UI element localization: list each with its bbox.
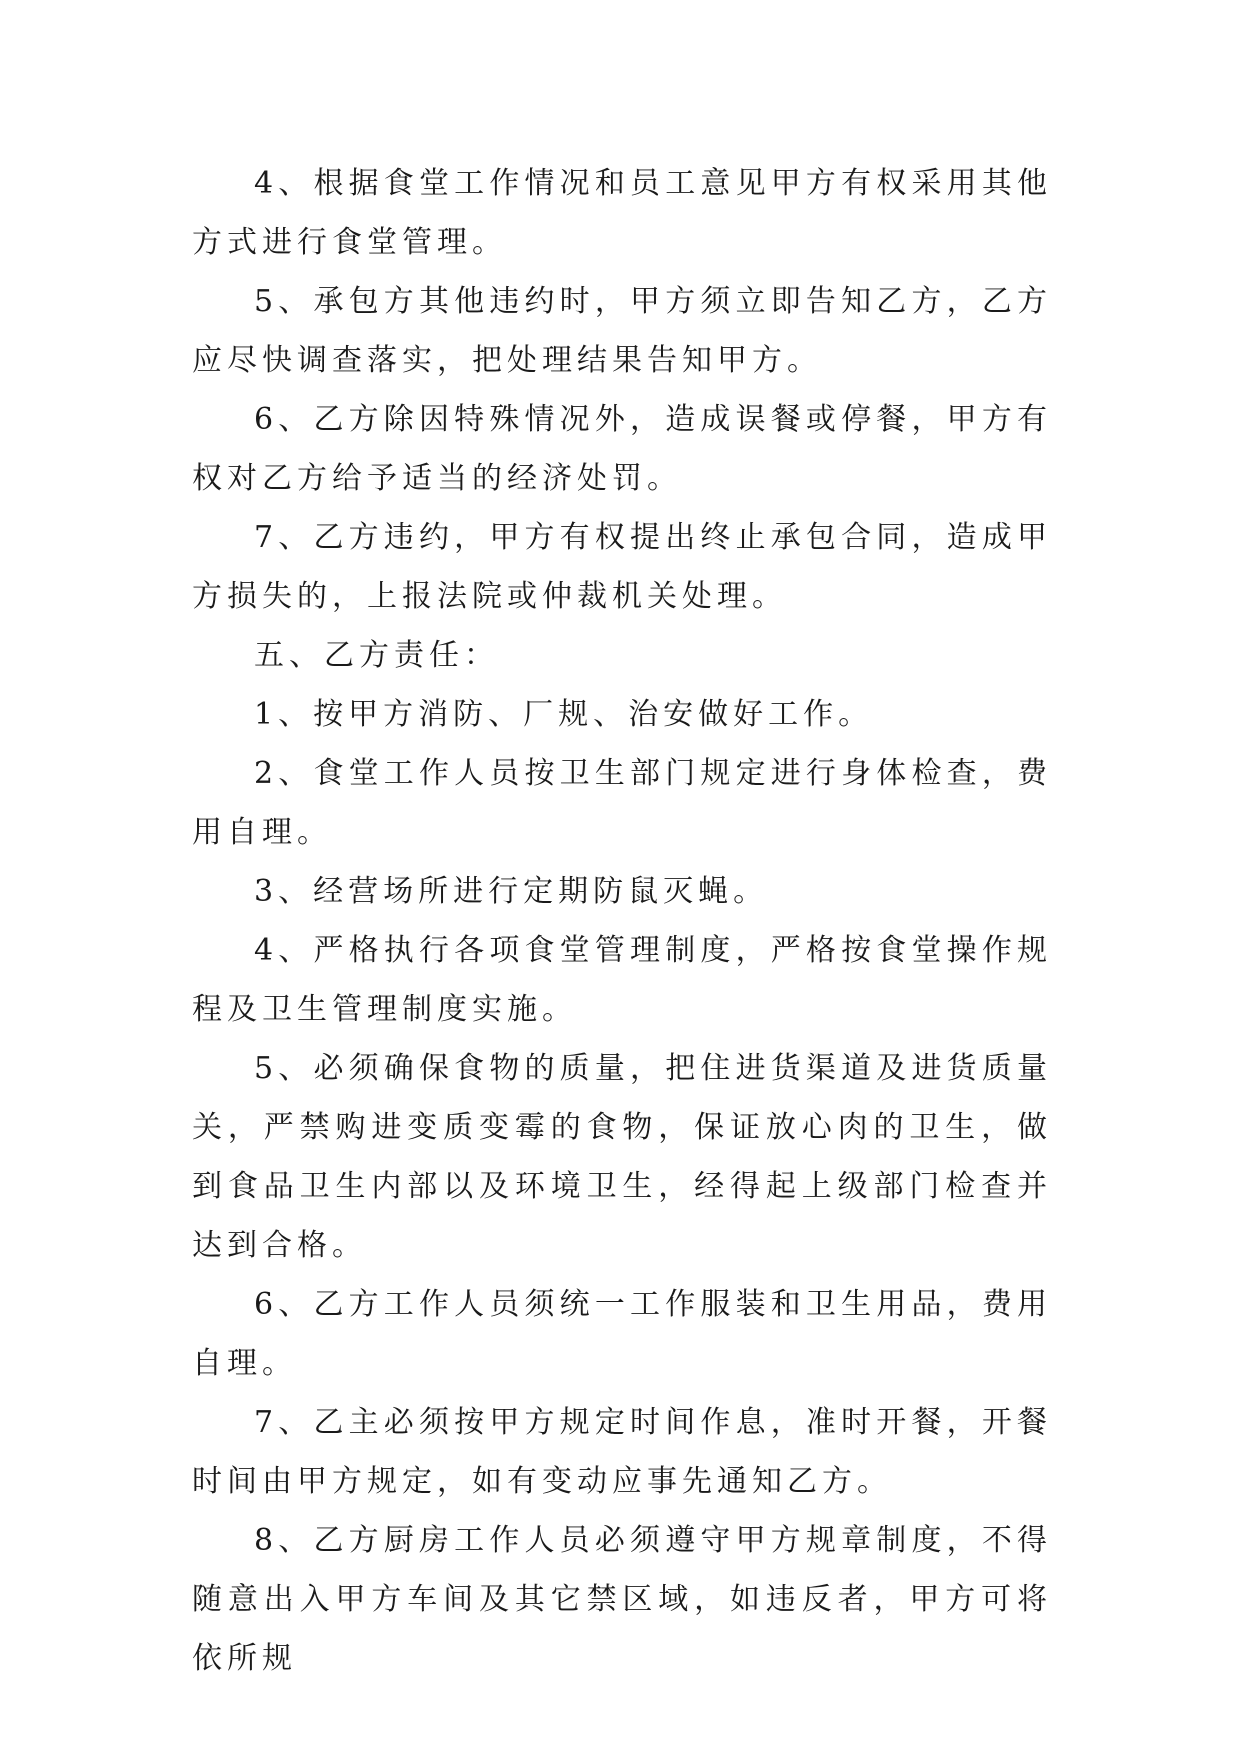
section-heading-party-b-duties: 五、乙方责任：: [254, 638, 499, 673]
paragraph-contractor-breach: 5、承包方其他违约时，甲方须立即告知乙方，乙方应尽快调查落实，把处理结果告知甲方。: [192, 284, 1052, 378]
paragraph-health-check: 2、食堂工作人员按卫生部门规定进行身体检查，费用自理。: [192, 756, 1052, 850]
paragraph-pest-control: 3、经营场所进行定期防鼠灭蝇。: [254, 874, 769, 909]
paragraph-uniforms: 6、乙方工作人员须统一工作服装和卫生用品，费用自理。: [192, 1287, 1052, 1381]
paragraph-canteen-management: 4、根据食堂工作情况和员工意见甲方有权采用其他方式进行食堂管理。: [192, 166, 1052, 260]
document-body: [192, 154, 1052, 1688]
paragraph-fire-safety: 1、按甲方消防、厂规、治安做好工作。: [254, 697, 874, 732]
paragraph-contract-termination: 7、乙方违约，甲方有权提出终止承包合同，造成甲方损失的，上报法院或仲裁机关处理。: [192, 520, 1052, 614]
paragraph-kitchen-staff-rules: 8、乙方厨房工作人员必须遵守甲方规章制度，不得随意出入甲方车间及其它禁区域，如违反者，甲方可将依所规: [192, 1523, 1052, 1676]
paragraph-meal-delay-penalty: 6、乙方除因特殊情况外，造成误餐或停餐，甲方有权对乙方给予适当的经济处罚。: [192, 402, 1052, 496]
paragraph-management-rules: 4、严格执行各项食堂管理制度，严格按食堂操作规程及卫生管理制度实施。: [192, 933, 1052, 1027]
paragraph-food-quality: 5、必须确保食物的质量，把住进货渠道及进货质量关，严禁购进变质变霉的食物，保证放心肉的卫生，做到食品卫生内部以及环境卫生，经得起上级部门检查并达到合格。: [192, 1051, 1052, 1263]
paragraph-meal-schedule: 7、乙主必须按甲方规定时间作息，准时开餐，开餐时间由甲方规定，如有变动应事先通知乙方。: [192, 1405, 1052, 1499]
